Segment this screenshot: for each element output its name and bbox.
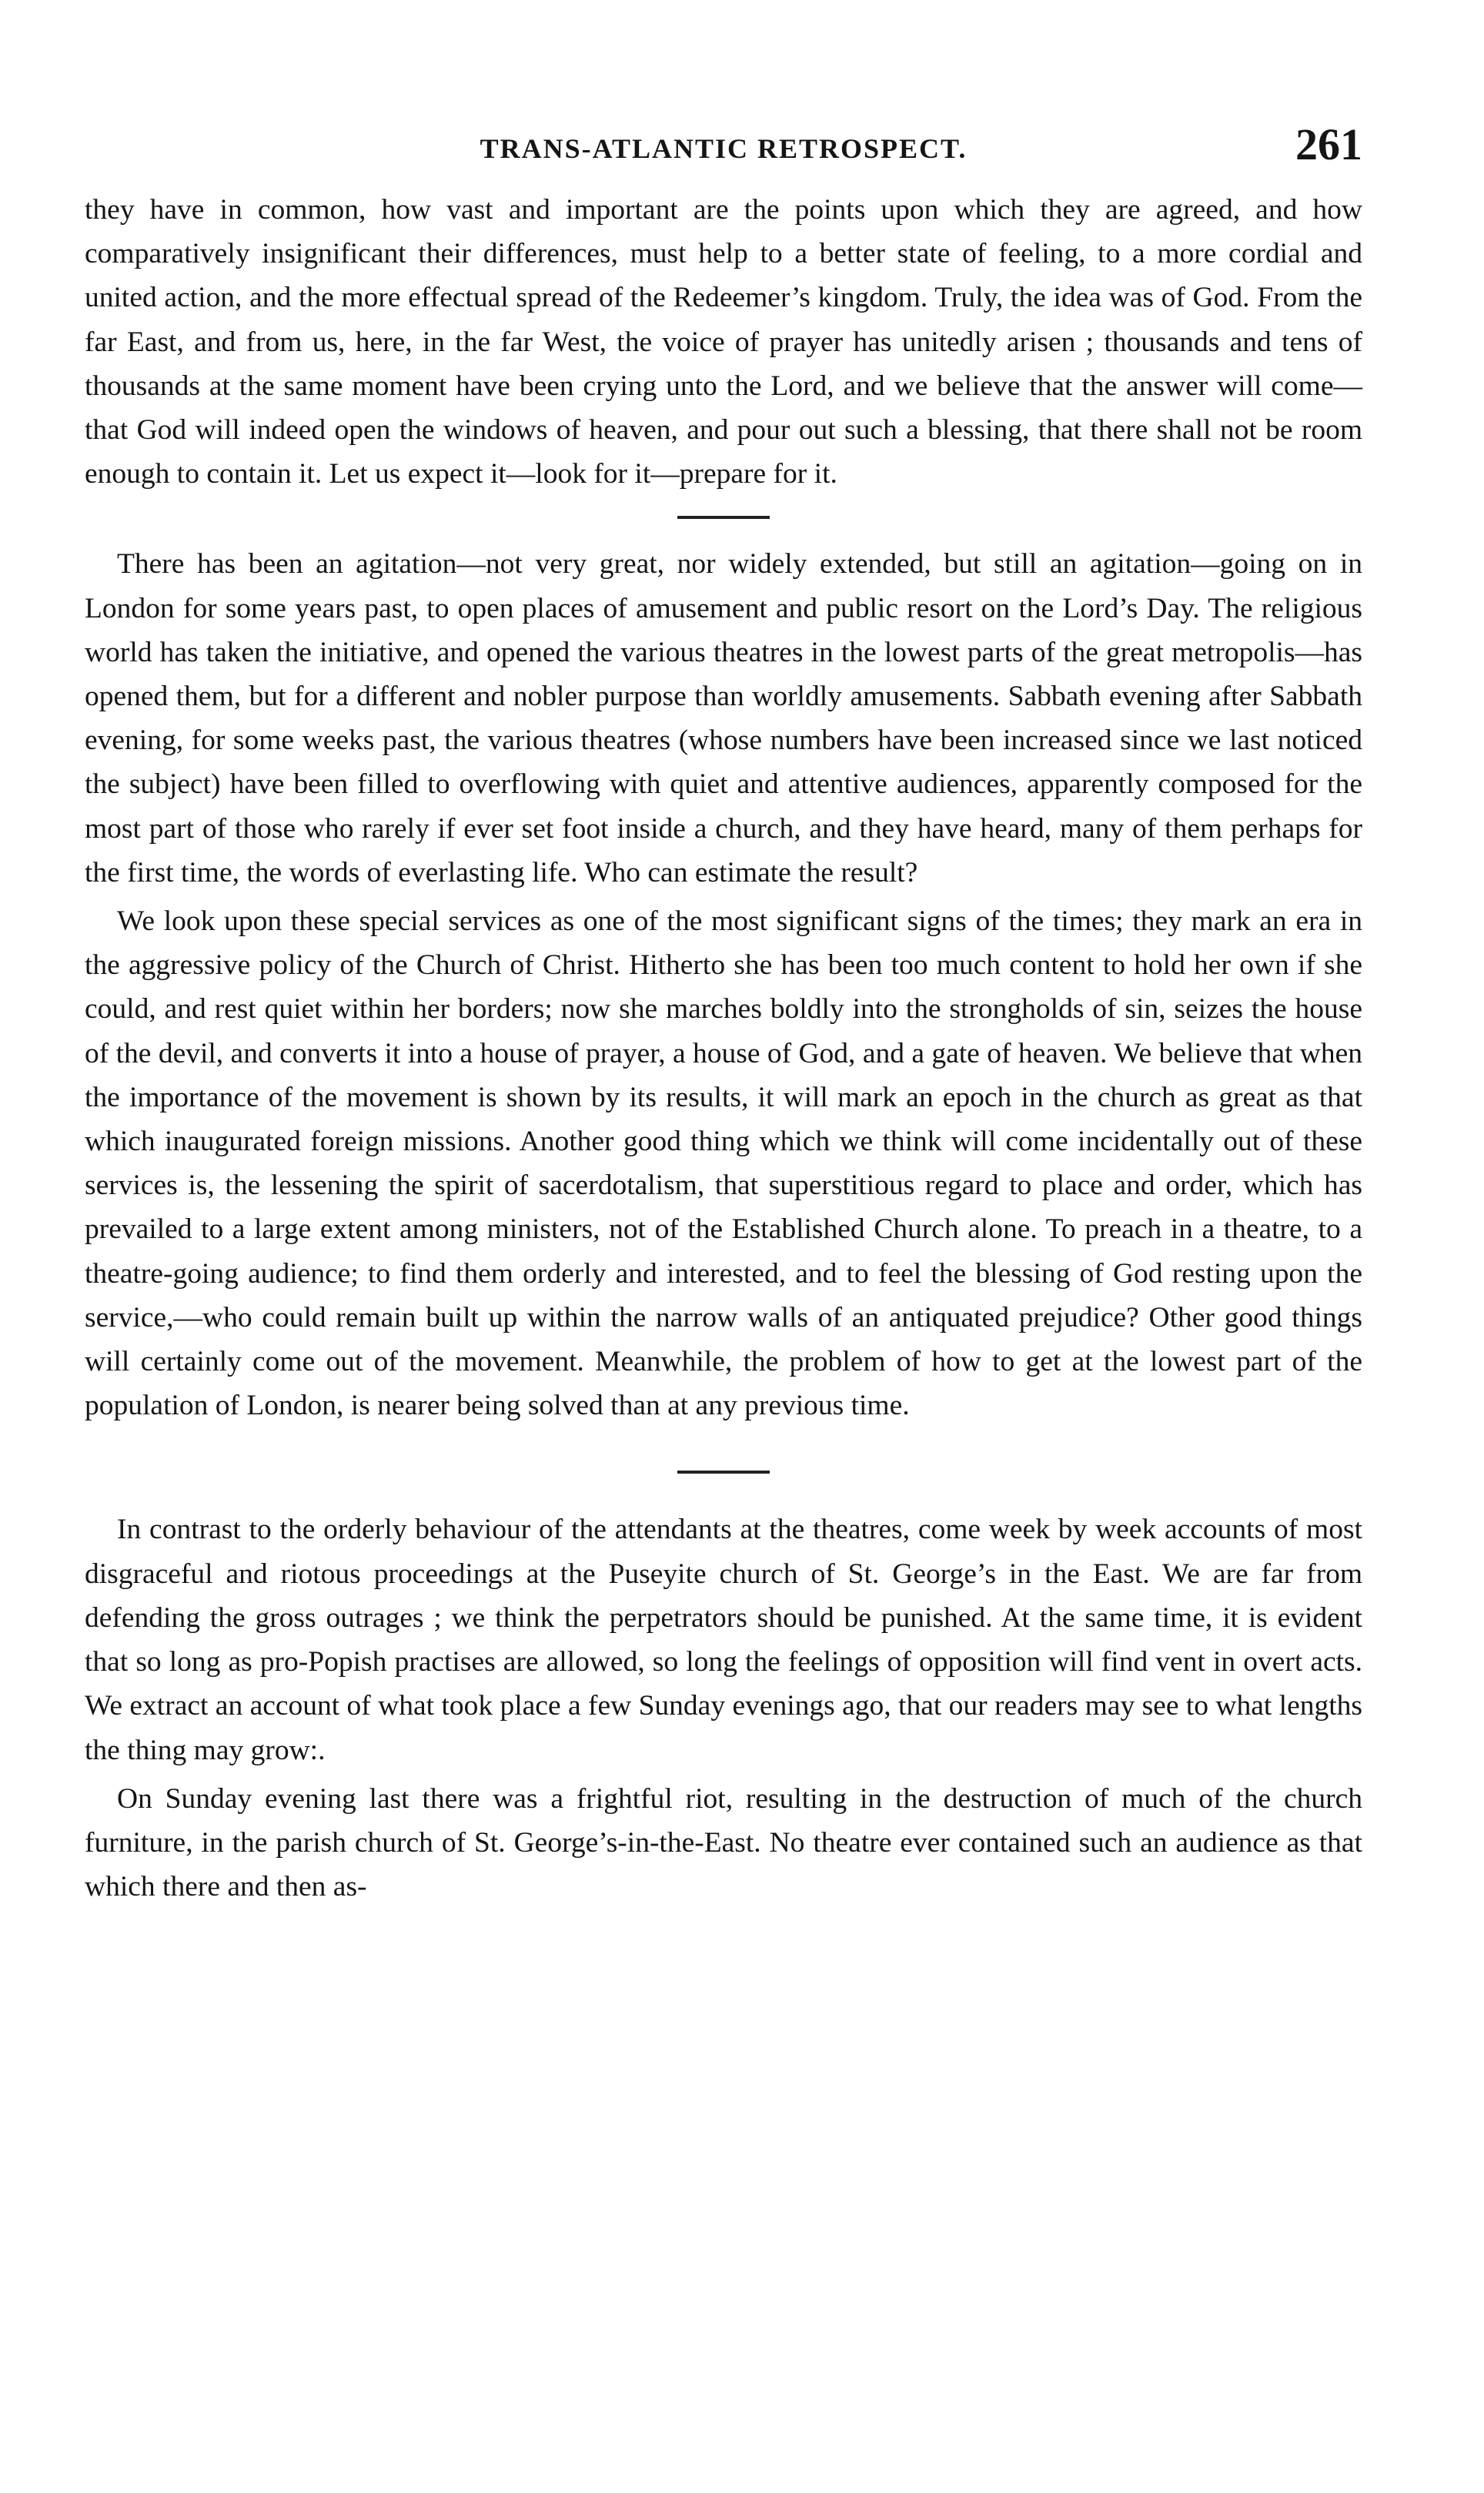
paragraph-riot-account: On Sunday evening last there was a frightful riot, resulting in the destruction of much of the church furniture, in the parish church of St. George’s-in-the-East. No theatre ever contained such an audience as that which there and then as- (85, 1782, 1362, 1903)
paragraph-theatre-services: There has been an agitation—not very great, nor widely extended, but still an agitation—going on in London for some years past, to open places of amusement and public resort on the Lord’s Day. The religious world has taken the initiative, and opened the various theatres in the lowest parts of the great metropolis—has opened them, but for a different and nobler purpose than worldly amusements. Sabbath evening after Sabbath evening, for some weeks past, the various theatres (whose numbers have been increased since we last noticed the subject) have been filled to overflowing with quiet and attentive audiences, apparently composed for the most part of those who rarely if ever set foot inside a church, and they have heard, many of them perhaps for the first time, the words of everlasting life. Who can estimate the result? (85, 548, 1362, 888)
page-header (85, 115, 1362, 171)
paragraph-prayer-unity: they have in common, how vast and important are the points upon which they are agreed, and how comparatively insignificant their differences, must help to a better state of feeling, to a more cordial and united action, and the more effectual spread of the Redeemer’s kingdom. Truly, the idea was of God. From the far East, and from us, here, in the far West, the voice of prayer has unitedly arisen ; thousands and tens of thousands at the same moment have been crying unto the Lord, and we believe that the answer will come—that God will indeed open the windows of heaven, and pour out such a blessing, that there shall not be room enough to contain it. Let us expect it—look for it—prepare for it. (85, 194, 1362, 490)
page-number: 261 (1295, 119, 1362, 169)
paragraph-special-services: We look upon these special services as one of the most significant signs of the times; they mark an era in the aggressive policy of the Church of Christ. Hitherto she has been too much content to hold her own if she could, and rest quiet within her borders; now she marches boldly into the strongholds of sin, seizes the house of the devil, and converts it into a house of prayer, a house of God, and a gate of heaven. We believe that when the importance of the movement is shown by its results, it will mark an epoch in the church as great as that which inaugurated foreign missions. Another good thing which we think will come incidentally out of these services is, the lessening the spirit of sacerdotalism, that superstitious regard to place and order, which has prevailed to a large extent among ministers, not of the Established Church alone. To preach in a theatre, to a theatre-going audience; to find them orderly and interested, and to feel the blessing of God resting upon the service,—who could remain built up within the narrow walls of an antiquated prejudice? Other good things will certainly come out of the movement. Meanwhile, the problem of how to get at the lowest part of the population of London, is nearer being solved than at any previous time. (85, 905, 1362, 1422)
running-title: TRANS-ATLANTIC RETROSPECT. (480, 133, 968, 164)
book-page (85, 115, 1362, 2433)
paragraph-st-georges-contrast: In contrast to the orderly behaviour of the attendants at the theatres, come week by week accounts of most disgraceful and riotous proceedings at the Puseyite church of St. George’s in the East. We are far from defending the gross outrages ; we think the perpetrators should be punished. At the same time, it is evident that so long as pro-Popish practises are allowed, so long the feelings of opposition will find vent in overt acts. We extract an account of what took place a few Sunday evenings ago, that our readers may see to what lengths the thing may grow:. (85, 1514, 1362, 1766)
section-divider (677, 1471, 770, 1474)
section-divider (677, 516, 770, 519)
